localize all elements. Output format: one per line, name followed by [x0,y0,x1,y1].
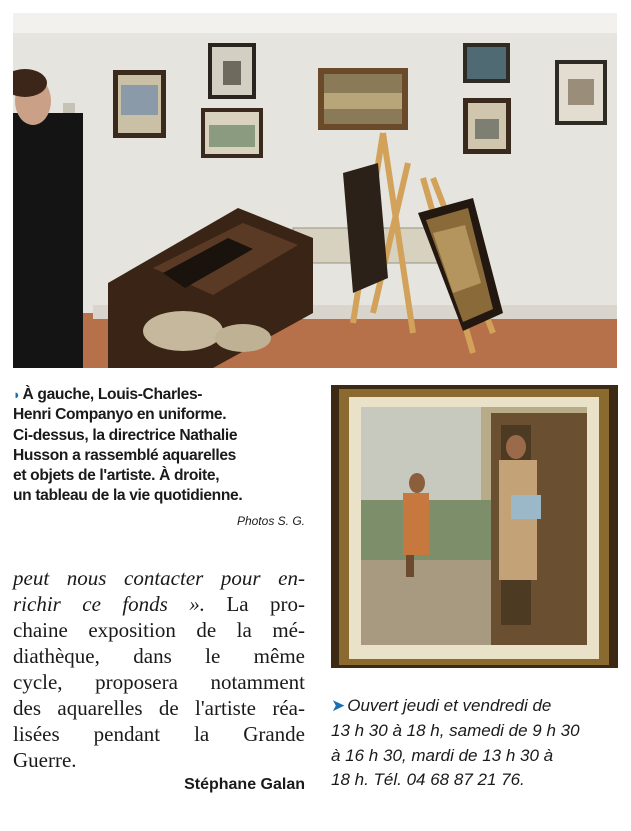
photo-credit: Photos S. G. [236,514,305,528]
article-author: Stéphane Galan [184,776,305,793]
article-line: lisées pendant la Grande [13,722,305,746]
wall-painting [463,43,510,83]
article-line: richir ce fonds ». La pro- [13,592,306,616]
caption-line: Ci-dessus, la directrice Nathalie [13,426,238,444]
opening-hours-info [331,694,623,793]
person-director [13,69,83,368]
caption-line: ◗ À gauche, Louis-Charles- [13,386,203,403]
wall-painting [113,70,166,138]
caption-line: et objets de l'artiste. À droite, [13,467,220,485]
info-line: ➤ Ouvert jeudi et vendredi de [331,696,552,715]
article-line: des aquarelles de l'artiste réa- [13,696,305,720]
caption-line: Henri Companyo en uniforme. [13,406,227,424]
article-line: chaine exposition de la mé- [13,618,305,642]
wall-painting [208,43,256,99]
article-line: Guerre. [13,748,77,772]
gallery-photo [13,13,617,368]
painting-photo [331,385,618,668]
caption-line: un tableau de la vie quotidienne. [13,487,243,505]
article-body [13,565,305,773]
wall-painting [201,108,263,158]
info-arrow-icon: ➤ [331,696,346,715]
article-line: peut nous contacter pour en- [13,566,305,590]
wall-painting [555,60,607,125]
photo-caption [13,385,309,507]
wall-painting [463,98,511,154]
wall-painting [318,68,408,130]
info-line: 18 h. Tél. 04 68 87 21 76. [331,770,525,790]
info-line: à 16 h 30, mardi de 13 h 30 à [331,745,554,765]
caption-arrow-icon: ◗ [13,387,21,402]
info-line: 13 h 30 à 18 h, samedi de 9 h 30 [331,720,580,740]
article-line: diathèque, dans le même [13,644,305,668]
article-line: cycle, proposera notamment [13,670,305,694]
caption-line: Husson a rassemblé aquarelles [13,446,237,464]
